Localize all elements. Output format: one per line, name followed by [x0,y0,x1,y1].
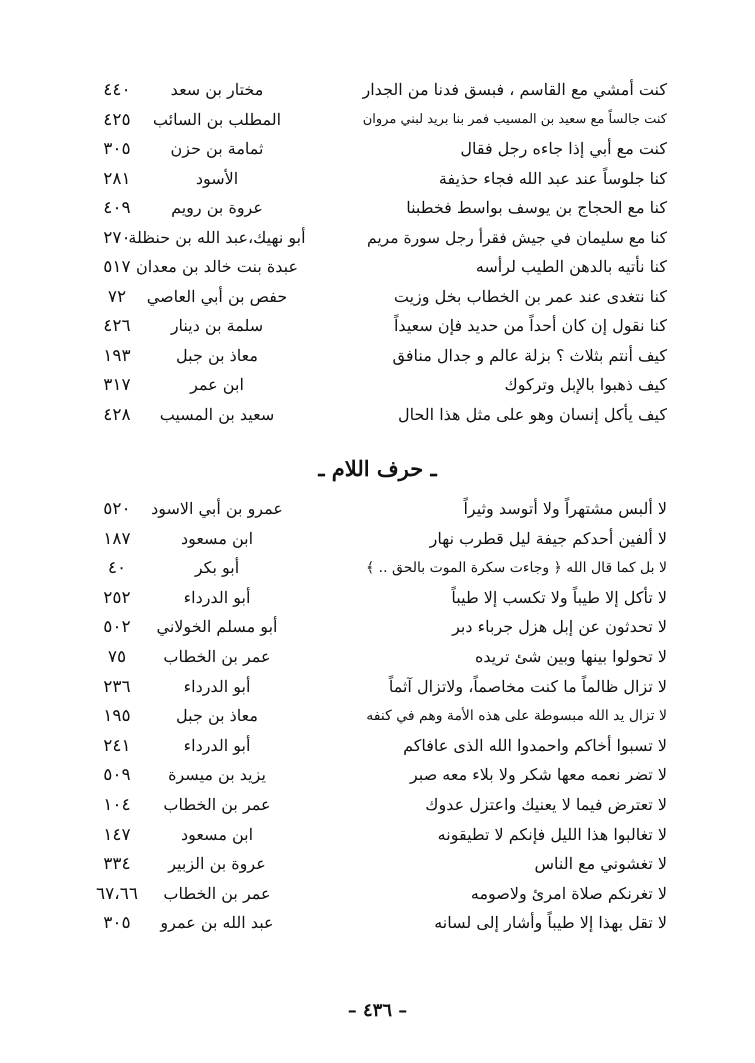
entry-narrator: عمر بن الخطاب [163,647,271,666]
entry-narrator: ابن مسعود [180,824,254,844]
index-entry-row [0,370,755,400]
entry-text: لا تحدثون عن إبل هزل جرباء دبر [452,617,667,637]
index-entry-row [0,849,755,879]
entry-text: كيف أنتم بثلاث ؟ بزلة عالم و جدال منافق [392,345,667,365]
index-entry-row [0,612,755,642]
entry-text: كنت جالساً مع سعيد بن المسيب فمر بنا بريد لبني مروان [362,111,667,127]
entry-narrator: الأسود [195,168,239,188]
index-entry-row [0,164,755,194]
index-entry-row [0,908,755,938]
entry-page-number: ٣٣٤ [103,854,131,875]
index-entry-row [0,400,755,430]
entry-text: لا تغشوني مع الناس [534,854,667,874]
entry-text: لا تعترض فيما لا يعنيك واعتزل عدوك [425,795,667,814]
index-entry-row [0,879,755,909]
entry-page-number: ٢٨١ [103,168,131,189]
entry-page-number: ٤٢٥ [103,109,131,130]
entry-text: كنا مع الحجاج بن يوسف بواسط فخطبنا [406,198,667,217]
entry-narrator: سلمة بن دينار [170,316,264,335]
entry-narrator: أبو بكر [194,558,240,578]
section-heading-lam: ـ حرف اللام ـ [318,456,437,481]
entry-text: لا تقل بهذا إلا طيباً وأشار إلى لسانه [434,913,667,933]
entry-text: لا تغرنكم صلاة امرئ ولاصومه [470,883,667,903]
entry-text: لا ألفين أحدكم جيفة ليل قطرب نهار [429,528,667,548]
entry-page-number: ١٨٧ [103,528,131,549]
index-entry-row [0,494,755,524]
index-entry-row [0,134,755,164]
entry-narrator: أبو نهيك،عبد الله بن حنظلة [128,227,306,247]
entry-text: لا تأكل إلا طيباً ولا تكسب إلا طيباً [451,587,667,607]
entry-text: كنا نأتيه بالدهن الطيب لرأسه [475,257,667,276]
entry-page-number: ٧٢ [107,286,127,307]
entry-page-number: ٤٢٦ [103,316,131,336]
entry-text: كنت أمشي مع القاسم ، فبسق فدنا من الجدار [362,80,667,99]
index-entry-row [0,731,755,761]
entry-narrator: مختار بن سعد [170,80,264,99]
index-entry-row [0,311,755,341]
entry-text: كنا جلوساً عند عبد الله فجاء حذيفة [438,168,667,188]
entry-page-number: ٦٧،٦٦ [95,883,138,904]
entry-page-number: ٣١٧ [103,375,131,395]
entry-page-number: ٥٠٩ [103,765,131,786]
index-entry-row [0,553,755,583]
index-entry-row [0,642,755,672]
index-entry-row [0,760,755,790]
entry-narrator: المطلب بن السائب [152,109,282,129]
entry-page-number: ٥٢٠ [103,499,131,519]
index-entry-row [0,701,755,731]
entry-page-number: ٢٤١ [103,735,131,756]
entry-page-number: ١٠٤ [103,795,131,815]
index-entry-row [0,820,755,850]
entry-page-number: ١٩٥ [103,706,131,727]
index-entry-row [0,341,755,371]
entry-text: لا تغالبوا هذا الليل فإنكم لا تطيقونه [437,824,667,844]
entry-narrator: أبو الدرداء [183,587,251,607]
entry-page-number: ٢٧٠ [103,227,131,248]
entry-page-number: ٤٢٨ [103,404,131,425]
entry-page-number: ١٩٣ [103,345,131,366]
entry-narrator: عمر بن الخطاب [163,883,271,903]
entry-page-number: ٢٣٦ [103,676,131,697]
page-number: – ٤٣٦ – [347,1000,408,1021]
entry-narrator: عروة بن الزبير [168,854,266,874]
entry-narrator: عمر بن الخطاب [163,795,271,814]
entry-text: كنا نقول إن كان أحداً من حديد فإن سعيداً [393,316,667,335]
entry-narrator: أبو الدرداء [183,735,251,755]
entry-page-number: ٥١٧ [103,257,131,277]
index-entry-row [0,252,755,282]
index-entry-row [0,282,755,312]
entry-narrator: ثمامة بن حزن [170,139,264,158]
index-entry-row [0,105,755,135]
index-entry-row [0,524,755,554]
index-entry-row [0,193,755,223]
entry-narrator: ابن مسعود [180,528,254,548]
entry-narrator: معاذ بن جبل [176,345,258,365]
entry-page-number: ٣٠٥ [103,139,131,159]
entry-narrator: معاذ بن جبل [176,706,258,726]
entry-text: لا تضر نعمه معها شكر ولا بلاء معه صبر [409,765,667,785]
entry-text: لا تحولوا بينها وبين شئ تريده [475,647,667,666]
entry-page-number: ١٤٧ [103,824,131,845]
entry-page-number: ٣٠٥ [103,913,131,934]
entry-page-number: ٤٤٠ [103,80,131,100]
entry-text: كنت مع أبي إذا جاءه رجل فقال [460,139,667,158]
entry-text: كيف ذهبوا بالإبل وتركوك [504,375,667,394]
entry-narrator: عروة بن رويم [171,198,263,217]
entry-narrator: أبو الدرداء [183,676,251,696]
entry-text: كنا مع سليمان في جيش فقرأ رجل سورة مريم [367,228,667,247]
index-entry-row [0,790,755,820]
entry-page-number: ٤٠٩ [103,198,131,218]
entry-text: لا بل كما قال الله ﴿ وجاءت سكرة الموت بالحق .. ﴾ [366,560,667,577]
entry-text: لا تزال يد الله مبسوطة على هذه الأمة وهم في كنفه [366,708,667,725]
index-entry-row [0,75,755,105]
entry-narrator: عبد الله بن عمرو [160,913,274,933]
entry-narrator: سعيد بن المسيب [159,404,275,424]
entry-narrator: أبو مسلم الخولاني [156,617,278,637]
entry-narrator: عمرو بن أبي الاسود [151,499,283,518]
entry-text: كنا نتغدى عند عمر بن الخطاب بخل وزيت [393,286,667,306]
entry-text: لا تسبوا أخاكم واحمدوا الله الذى عافاكم [403,735,667,755]
entry-page-number: ٧٥ [107,647,127,667]
entry-narrator: عبدة بنت خالد بن معدان [135,257,299,276]
entry-narrator: ابن عمر [190,375,244,394]
entry-text: لا تزال ظالماً ما كنت مخاصماً، ولاتزال آثماً [388,676,667,696]
entry-text: لا ألبس مشتهراً ولا أتوسد وثيراً [463,499,667,518]
entry-narrator: حفص بن أبي العاصي [146,286,288,306]
entry-text: كيف يأكل إنسان وهو على مثل هذا الحال [397,404,667,424]
index-entry-row [0,583,755,613]
entry-page-number: ٤٠ [107,558,127,579]
index-entry-row [0,223,755,253]
index-entry-row [0,672,755,702]
entry-page-number: ٢٥٢ [103,587,131,608]
entry-narrator: يزيد بن ميسرة [168,765,266,785]
entry-page-number: ٥٠٢ [103,617,131,638]
